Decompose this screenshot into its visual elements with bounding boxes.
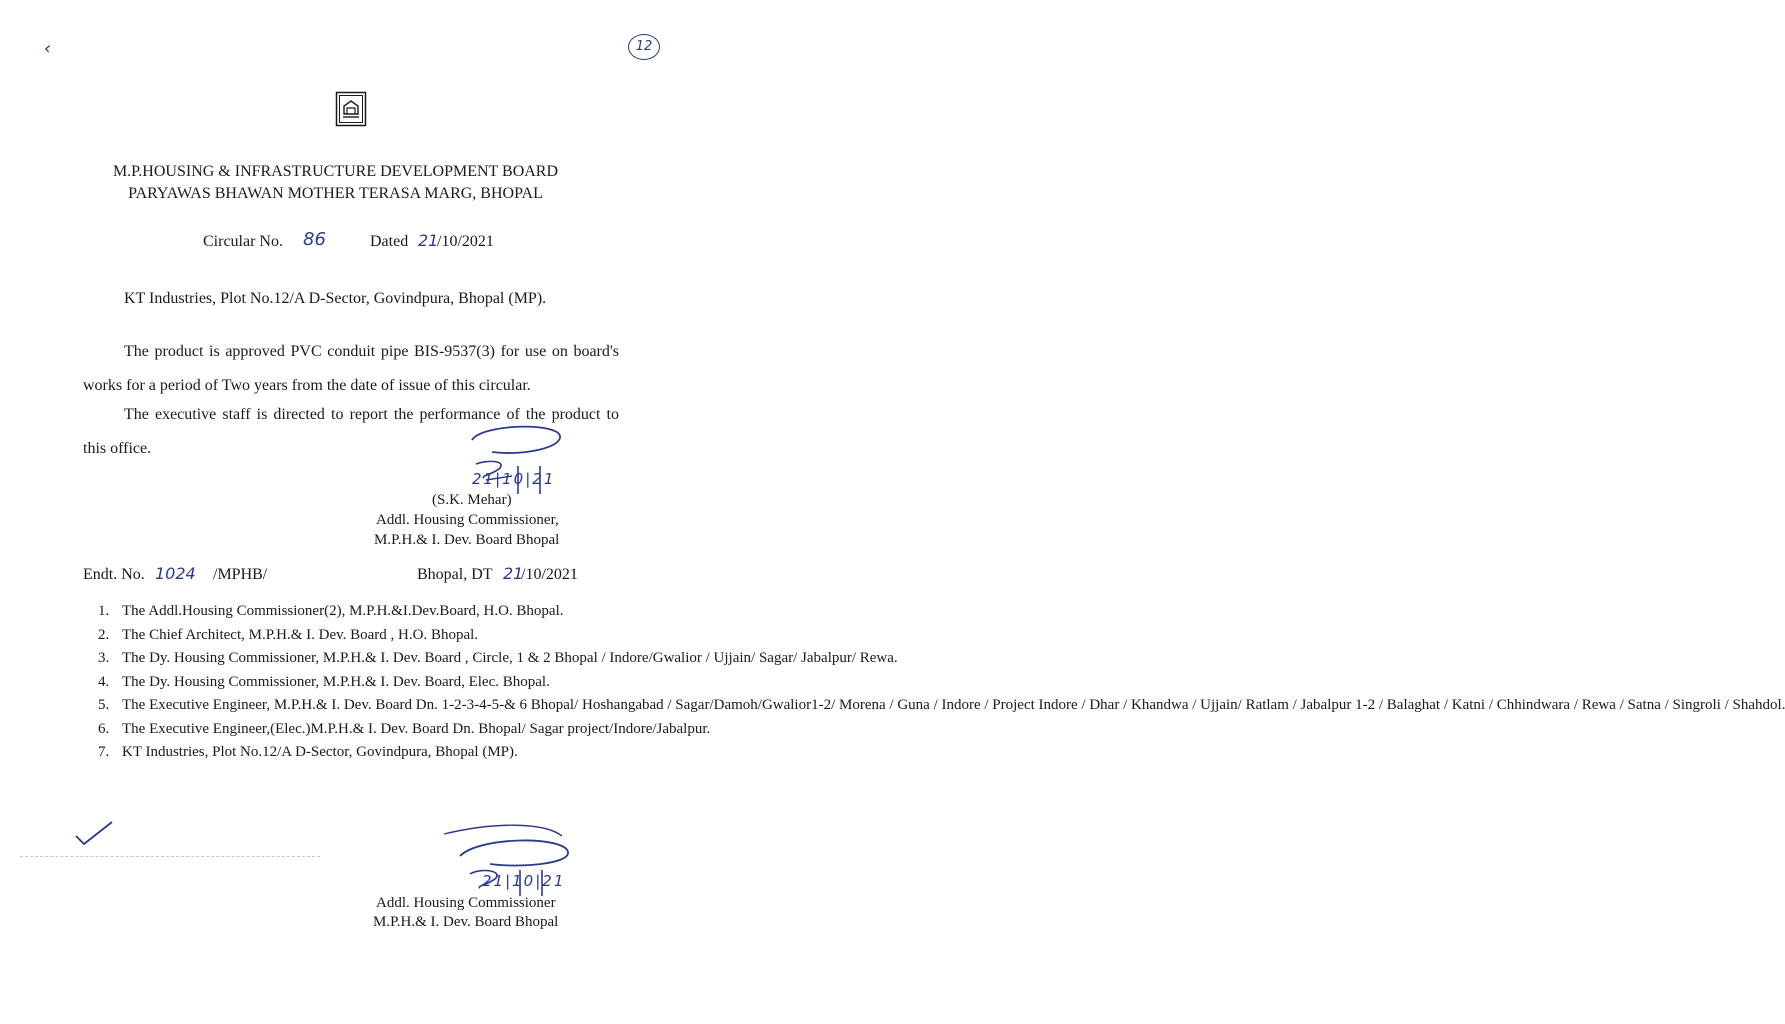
list-item: 1. The Addl.Housing Commissioner(2), M.P.H.&I.Dev.Board, H.O. Bhopal.	[98, 603, 564, 619]
circular-label: Circular No.	[203, 233, 283, 250]
header-line-1: M.P.HOUSING & INFRASTRUCTURE DEVELOPMENT BOARD	[112, 163, 559, 180]
list-item: 3. The Dy. Housing Commissioner, M.P.H.& I. Dev. Board , Circle, 1 & 2 Bhopal / Indore/Gwalior / Ujjain/ Sagar/ Jabalpur/ Rewa.	[98, 650, 898, 666]
signatory-name: (S.K. Mehar)	[432, 492, 512, 508]
signatory-title-1: Addl. Housing Commissioner,	[376, 512, 559, 528]
endt-label: Endt. No.	[83, 566, 145, 583]
margin-mark: ‹	[44, 38, 52, 59]
circular-dated-label: Dated	[370, 233, 409, 250]
paragraph-directive: The executive staff is directed to report the performance of the product to this office.	[83, 406, 619, 457]
endt-date-rest: /10/2021	[521, 566, 578, 583]
circular-number: 86	[303, 229, 326, 250]
list-item: 4. The Dy. Housing Commissioner, M.P.H.& I. Dev. Board, Elec. Bhopal.	[98, 673, 550, 690]
list-item: 5. The Executive Engineer, M.P.H.& I. Dev. Board Dn. 1-2-3-4-5-& 6 Bhopal/ Hoshangabad / Sagar/Damoh/Gwalior1-2/ Morena / Guna / Indore / Project Indore / Dhar / Khandwa / Ujjain/ Ratlam / Jabalpur 1-2 / Balaghat / Katni / Chhindwara / Rewa / Satna / Singroli / Shahdol.	[98, 697, 1785, 713]
circular-date-rest: /10/2021	[437, 233, 494, 250]
subject-line: KT Industries, Plot No.12/A D-Sector, Govindpura, Bhopal (MP).	[124, 290, 547, 307]
board-logo-icon	[336, 92, 366, 126]
signatory-org-1: M.P.H.& I. Dev. Board Bhopal	[374, 532, 560, 548]
paragraph-approval: The product is approved PVC conduit pipe BIS-9537(3) for use on board's works for a period of Two years from the date of issue of this circular.	[83, 343, 619, 394]
list-item: 6. The Executive Engineer,(Elec.)M.P.H.& I. Dev. Board Dn. Bhopal/ Sagar project/Indore/Jabalpur.	[98, 720, 711, 737]
list-item: 7. KT Industries, Plot No.12/A D-Sector, Govindpura, Bhopal (MP).	[98, 744, 518, 760]
fold-line	[20, 856, 320, 857]
page-number-mark: 12	[628, 34, 660, 60]
endt-date-day: 21	[503, 564, 524, 583]
signatory-title-2: Addl. Housing Commissioner	[376, 895, 556, 911]
endt-suffix: /MPHB/	[213, 566, 268, 583]
signature-2-date: 21|10|21	[482, 872, 566, 890]
endt-number: 1024	[155, 564, 196, 583]
header-line-2: PARYAWAS BHAWAN MOTHER TERASA MARG, BHOPAL	[128, 185, 543, 202]
signature-1-date: 21|10|21	[472, 470, 556, 488]
circular-date-day: 21	[418, 231, 439, 250]
list-item: 2. The Chief Architect, M.P.H.& I. Dev. Board , H.O. Bhopal.	[98, 626, 479, 643]
distribution-list	[98, 602, 1785, 767]
endt-place-label: Bhopal, DT	[417, 566, 493, 583]
signatory-org-2: M.P.H.& I. Dev. Board Bhopal	[373, 914, 559, 930]
